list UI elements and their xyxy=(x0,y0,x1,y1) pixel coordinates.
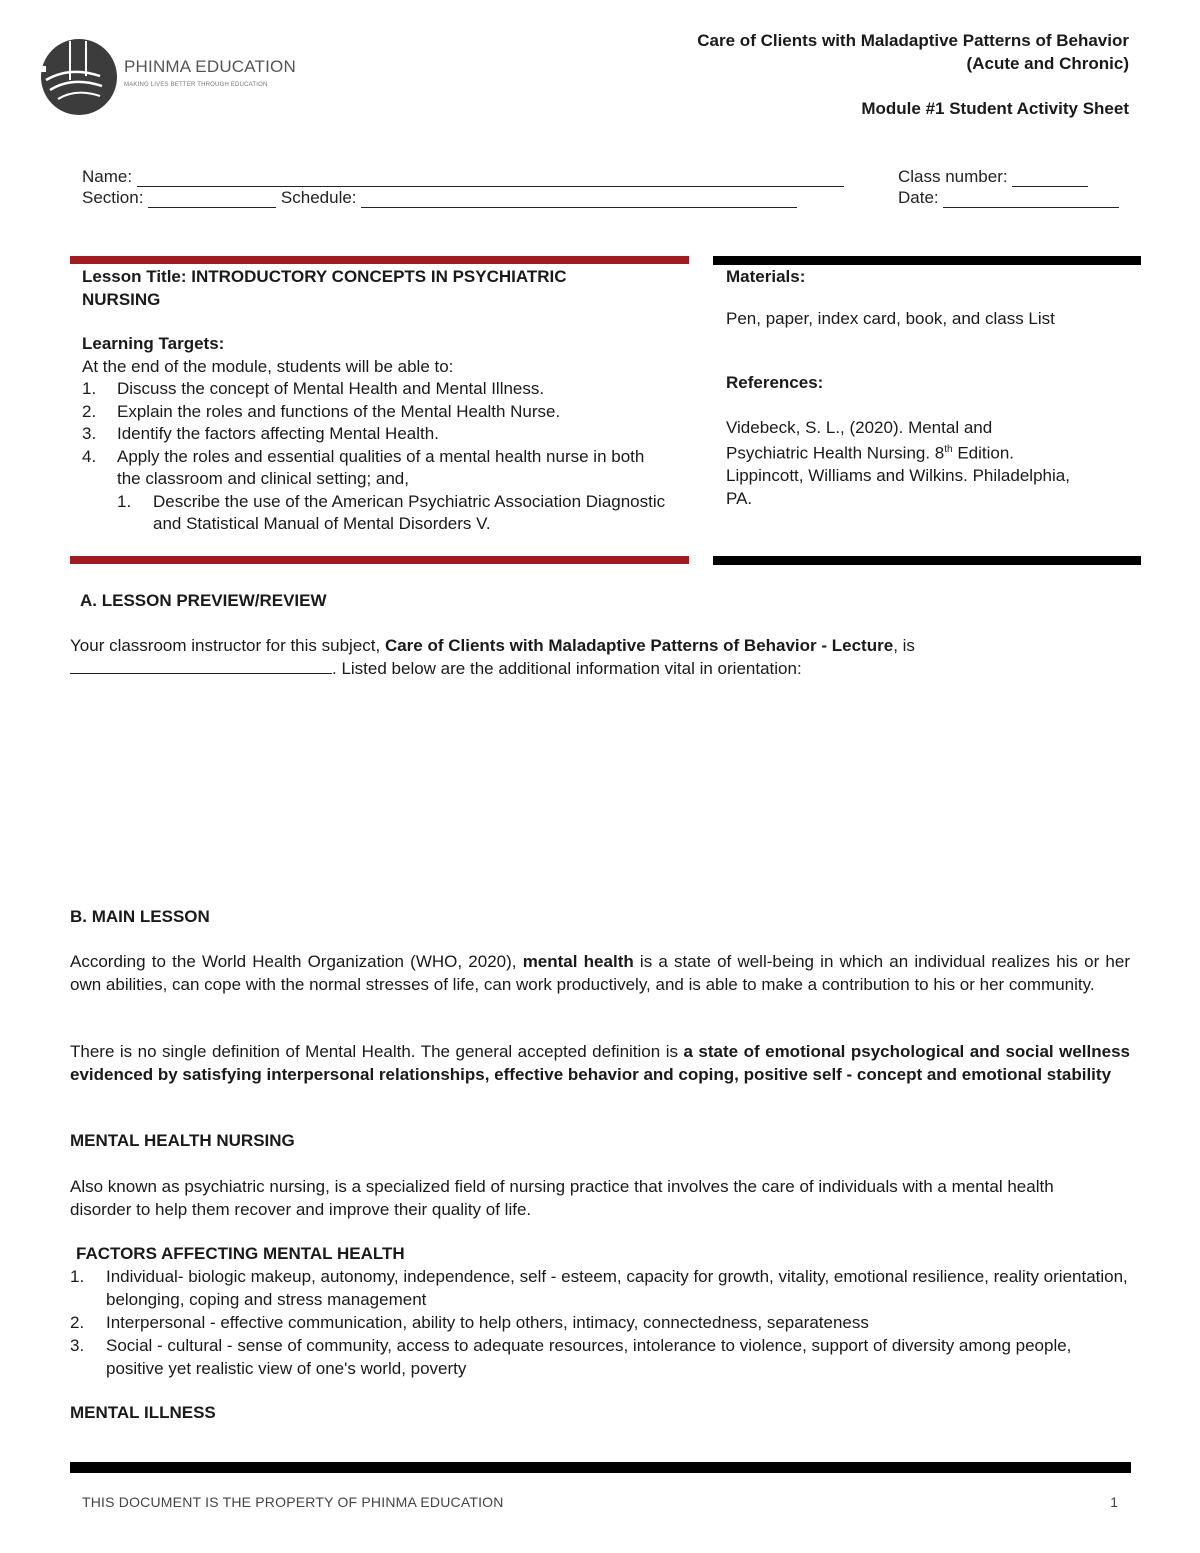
course-title-line2: (Acute and Chronic) xyxy=(966,54,1129,73)
list-text: Interpersonal - effective communication, ability to help others, intimacy, connectedness, separateness xyxy=(106,1313,869,1332)
materials-text: Pen, paper, index card, book, and class List xyxy=(726,308,1055,328)
class-number-label: Class number: xyxy=(898,167,1008,186)
list-number: 2. xyxy=(70,1313,85,1332)
class-number-row xyxy=(898,166,1088,187)
reference-superscript: th xyxy=(944,444,953,455)
materials-box-top-bar xyxy=(713,256,1141,265)
course-name: Care of Clients with Maladaptive Patterns of Behavior - Lecture xyxy=(384,636,894,655)
course-title xyxy=(697,29,1129,75)
schedule-label: Schedule: xyxy=(280,188,357,207)
section-a-paragraph xyxy=(70,634,1130,657)
sheet-title: Module #1 Student Activity Sheet xyxy=(861,99,1129,118)
list-item xyxy=(82,446,672,491)
materials-heading: Materials: xyxy=(726,267,806,286)
date-field[interactable] xyxy=(943,191,1119,208)
learning-targets-list xyxy=(82,378,682,536)
text: is a state of well-being in which an individual realizes his or her own abilities, can cope with the normal stresses of life, can work productively, and is able to make a contribution to his or her community. xyxy=(70,952,1130,994)
lesson-box xyxy=(82,266,682,536)
section-label: Section: xyxy=(82,188,144,207)
list-text: Explain the roles and functions of the Mental Health Nurse. xyxy=(117,401,561,421)
keyword: mental health xyxy=(522,952,634,971)
factors-heading: FACTORS AFFECTING MENTAL HEALTH xyxy=(76,1244,405,1263)
list-text: Individual- biologic makeup, autonomy, independence, self - esteem, capacity for growth, vitality, emotional resilience, reality orientation, belonging, coping and stress management xyxy=(106,1267,1128,1309)
lesson-box-bottom-bar xyxy=(70,556,689,564)
learning-targets-heading: Learning Targets: xyxy=(82,334,225,353)
list-number: 4. xyxy=(82,446,97,466)
class-number-field[interactable] xyxy=(1012,170,1088,187)
text: Your classroom instructor for this subject, xyxy=(70,636,385,655)
list-text: Describe the use of the American Psychiatric Association Diagnostic and Statistical Manual of Mental Disorders V. xyxy=(153,491,666,533)
references-heading: References: xyxy=(726,373,824,392)
keyword: a state of emotional psychological and social wellness evidenced by satisfying interpersonal relationships, effective behavior and coping, positive self - concept and emotional stability xyxy=(70,1042,1130,1084)
sub-list-item xyxy=(82,491,673,536)
text: . Listed below are the additional information vital in orientation: xyxy=(332,659,802,678)
schedule-field[interactable] xyxy=(361,191,797,208)
learning-targets-intro: At the end of the module, students will be able to: xyxy=(82,356,454,376)
list-number: 3. xyxy=(70,1336,85,1355)
reference-line4: PA. xyxy=(726,488,753,508)
lesson-title-line2: NURSING xyxy=(82,289,161,309)
list-number: 3. xyxy=(82,424,97,443)
section-field[interactable] xyxy=(148,191,276,208)
footer-property: THIS DOCUMENT IS THE PROPERTY OF PHINMA EDUCATION xyxy=(82,1494,504,1510)
text: According to the World Health Organization (WHO, 2020), xyxy=(70,952,523,971)
section-a-body xyxy=(70,634,1130,680)
mhn-heading: MENTAL HEALTH NURSING xyxy=(70,1131,295,1150)
instructor-blank[interactable] xyxy=(70,659,332,674)
course-title-line1: Care of Clients with Maladaptive Patterns of Behavior xyxy=(697,31,1129,50)
list-text: Discuss the concept of Mental Health and Mental Illness. xyxy=(117,379,545,398)
list-item xyxy=(82,401,682,424)
date-label: Date: xyxy=(898,188,939,207)
list-text: Apply the roles and essential qualities of a mental health nurse in both the classroom and clinical setting; and, xyxy=(117,446,645,488)
logo-tagline: MAKING LIVES BETTER THROUGH EDUCATION xyxy=(124,82,268,88)
lesson-box-top-bar xyxy=(70,256,689,264)
list-item xyxy=(70,1265,1130,1311)
text: , is xyxy=(893,636,915,655)
page-number: 1 xyxy=(1110,1494,1118,1510)
section-b-heading: B. MAIN LESSON xyxy=(70,907,210,926)
phinma-globe-icon xyxy=(40,36,120,118)
reference-line1: Videbeck, S. L., (2020). Mental and xyxy=(726,417,993,437)
list-text: Identify the factors affecting Mental Health. xyxy=(117,424,439,443)
list-item xyxy=(70,1311,1130,1334)
list-item xyxy=(82,378,682,401)
phinma-logo xyxy=(40,36,300,118)
materials-box xyxy=(726,266,1131,510)
name-label: Name: xyxy=(82,167,133,186)
text: There is no single definition of Mental Health. The general accepted definition is xyxy=(70,1042,684,1061)
name-row xyxy=(82,166,844,187)
list-item xyxy=(82,423,682,446)
footer-bar xyxy=(70,1462,1131,1473)
mental-illness-heading: MENTAL ILLNESS xyxy=(70,1403,216,1422)
general-definition xyxy=(70,1040,1130,1086)
who-definition xyxy=(70,950,1130,996)
list-number: 2. xyxy=(82,401,97,421)
materials-box-bottom-bar xyxy=(713,556,1141,565)
mhn-text: Also known as psychiatric nursing, is a specialized field of nursing practice that involves the care of individuals with a mental health disorder to help them recover and improve their quality of life. xyxy=(70,1177,1054,1219)
date-row xyxy=(898,187,1119,208)
list-item xyxy=(70,1334,1130,1380)
lesson-title-line1: Lesson Title: INTRODUCTORY CONCEPTS IN PSYCHIATRIC xyxy=(82,267,567,286)
list-text: Social - cultural - sense of community, access to adequate resources, intolerance to violence, support of diversity among people, positive yet realistic view of one's world, poverty xyxy=(106,1336,1072,1378)
section-a-heading: A. LESSON PREVIEW/REVIEW xyxy=(80,591,327,610)
reference-text: Psychiatric Health Nursing. 8 xyxy=(726,443,945,463)
list-number: 1. xyxy=(82,379,97,398)
reference-text: Edition. xyxy=(952,443,1015,463)
factors-list xyxy=(70,1265,1130,1380)
list-number: 1. xyxy=(117,491,132,511)
name-field[interactable] xyxy=(137,170,844,187)
reference-line3: Lippincott, Williams and Wilkins. Philadelphia, xyxy=(726,466,1070,486)
section-row xyxy=(82,187,797,208)
reference-line2 xyxy=(726,439,1131,465)
logo-name: PHINMA EDUCATION xyxy=(124,57,296,76)
section-a-paragraph xyxy=(70,657,1130,680)
list-number: 1. xyxy=(70,1267,85,1286)
